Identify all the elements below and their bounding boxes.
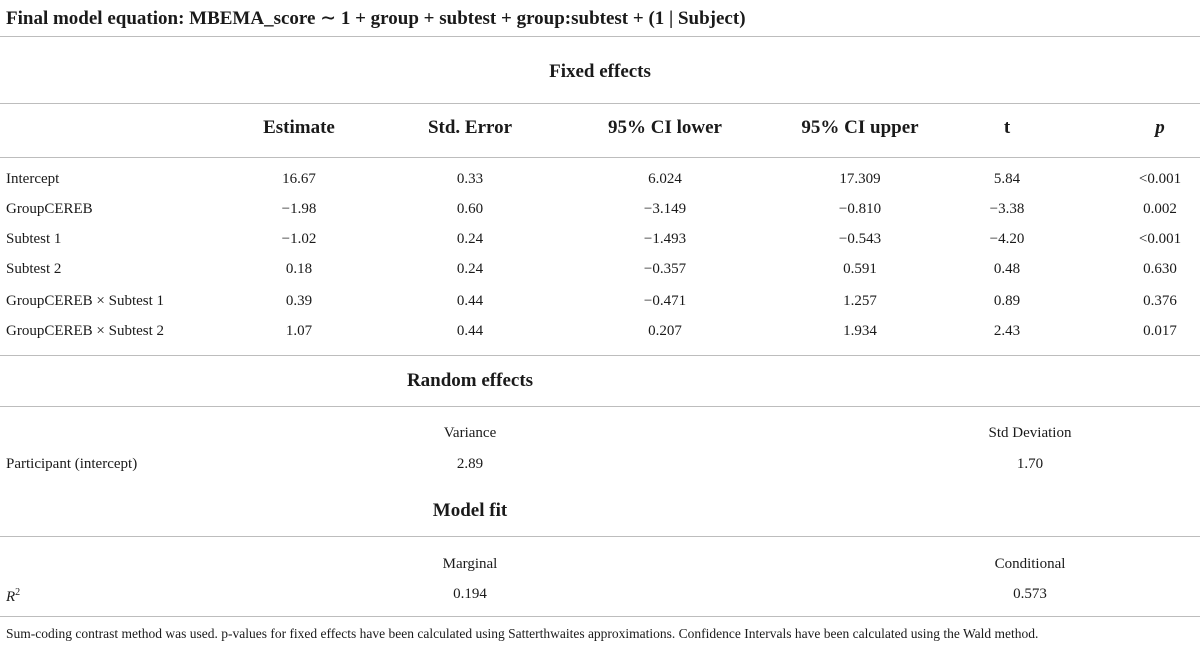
rule-random-title (0, 406, 1200, 407)
cell-p: 0.002 (1143, 201, 1177, 217)
cell-ci-lower: −0.357 (643, 261, 687, 277)
row-label: Subtest 2 (6, 261, 62, 277)
cell-estimate: −1.98 (281, 201, 317, 217)
cell-std-error: 0.44 (456, 323, 484, 339)
model-col-conditional: Conditional (994, 556, 1066, 572)
cell-ci-upper: 1.934 (843, 323, 877, 339)
rule-fixed-end (0, 355, 1200, 356)
row-label: Subtest 1 (6, 231, 62, 247)
model-row-label (6, 583, 20, 607)
col-header-t: t (1003, 117, 1011, 138)
cell-p: 0.630 (1143, 261, 1177, 277)
cell-t: 2.43 (993, 323, 1021, 339)
row-label: GroupCEREB × Subtest 1 (6, 293, 165, 309)
cell-t: 0.89 (993, 293, 1021, 309)
cell-ci-upper: 17.309 (839, 171, 881, 187)
row-label: Intercept (6, 171, 60, 187)
cell-ci-lower: 0.207 (648, 323, 682, 339)
random-val-variance: 2.89 (456, 456, 484, 472)
random-col-std-deviation: Std Deviation (988, 425, 1072, 441)
cell-p: 0.017 (1143, 323, 1177, 339)
model-col-marginal: Marginal (442, 556, 498, 572)
random-row-label: Participant (intercept) (6, 456, 138, 472)
cell-estimate: −1.02 (281, 231, 317, 247)
row-label: GroupCEREB (6, 201, 93, 217)
r-symbol: R (6, 589, 16, 605)
cell-p: <0.001 (1138, 171, 1182, 187)
random-val-std-deviation: 1.70 (1016, 456, 1044, 472)
row-label: GroupCEREB × Subtest 2 (6, 323, 165, 339)
col-header-ci-upper: 95% CI upper (801, 117, 919, 138)
table-footnote: Sum-coding contrast method was used. p-values for fixed effects have been calculated using Satterthwaites approximations. Confidence Intervals have been calculated using the Wald method. (6, 626, 1039, 641)
cell-ci-lower: −1.493 (643, 231, 687, 247)
cell-std-error: 0.24 (456, 231, 484, 247)
rule-top (0, 36, 1200, 37)
col-header-std-error: Std. Error (427, 117, 513, 138)
cell-t: 5.84 (993, 171, 1021, 187)
cell-estimate: 0.39 (285, 293, 313, 309)
cell-std-error: 0.44 (456, 293, 484, 309)
table-caption: Final model equation: MBEMA_score ∼ 1 + group + subtest + group:subtest + (1 | Subject) (6, 8, 746, 29)
cell-ci-upper: −0.810 (838, 201, 882, 217)
random-effects-title: Random effects (406, 370, 534, 391)
col-header-estimate: Estimate (263, 117, 335, 138)
cell-ci-upper: −0.543 (838, 231, 882, 247)
cell-t: −3.38 (989, 201, 1025, 217)
rule-bottom (0, 616, 1200, 617)
model-fit-title: Model fit (432, 500, 508, 521)
cell-ci-lower: −0.471 (643, 293, 687, 309)
cell-t: −4.20 (989, 231, 1025, 247)
cell-ci-lower: 6.024 (648, 171, 682, 187)
cell-std-error: 0.60 (456, 201, 484, 217)
col-header-ci-lower: 95% CI lower (608, 117, 722, 138)
rule-fixed-title (0, 103, 1200, 104)
rule-model-title (0, 536, 1200, 537)
cell-ci-upper: 1.257 (843, 293, 877, 309)
col-header-p: p (1155, 117, 1165, 138)
rule-fixed-header (0, 157, 1200, 158)
cell-t: 0.48 (993, 261, 1021, 277)
random-col-variance: Variance (443, 425, 497, 441)
cell-std-error: 0.24 (456, 261, 484, 277)
cell-std-error: 0.33 (456, 171, 484, 187)
cell-estimate: 16.67 (282, 171, 316, 187)
fixed-effects-title: Fixed effects (549, 61, 651, 82)
model-val-marginal: 0.194 (453, 586, 487, 602)
cell-ci-upper: 0.591 (843, 261, 877, 277)
model-val-conditional: 0.573 (1013, 586, 1047, 602)
cell-estimate: 1.07 (285, 323, 313, 339)
cell-ci-lower: −3.149 (643, 201, 687, 217)
r-superscript: 2 (15, 587, 21, 598)
cell-p: <0.001 (1138, 231, 1182, 247)
cell-estimate: 0.18 (285, 261, 313, 277)
cell-p: 0.376 (1143, 293, 1177, 309)
